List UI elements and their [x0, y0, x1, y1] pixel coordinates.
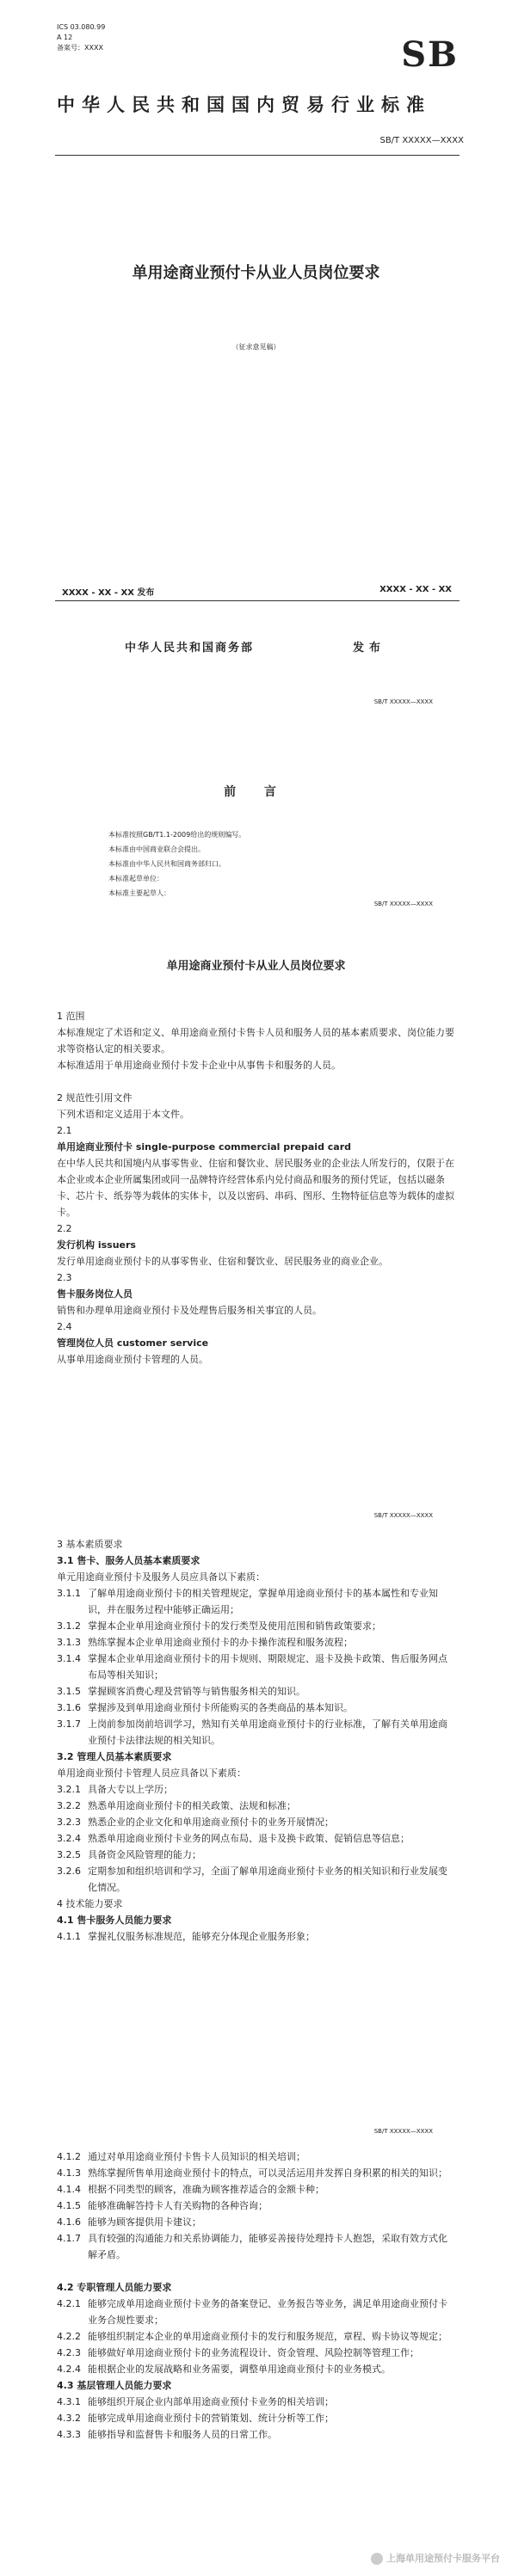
list-item: 4.3.2 能够完成单用途商业预付卡的营销策划、统计分析等工作； — [57, 2413, 334, 2424]
paragraph: 单元用途商业预付卡及服务人员应具备以下素质： — [57, 1571, 265, 1583]
list-item: 4.2.3 能够做好单用途商业预付卡的业务流程设计、资金管理、风险控制等管理工作； — [57, 2347, 419, 2358]
section-heading: 3 基本素质要求 — [57, 1539, 123, 1550]
clause-number: 2.1 — [57, 1125, 72, 1136]
list-item: 3.2.6 定期参加和组织培训和学习，全面了解单用途商业预付卡业务的相关知识和行业发展变化情况。 — [57, 1866, 447, 1893]
foreword-line: 本标准主要起草人： — [108, 889, 170, 897]
wechat-icon — [371, 2553, 383, 2565]
body-title: 单用途商业预付卡从业人员岗位要求 — [166, 960, 346, 973]
list-item: 3.1.1 了解单用途商业预付卡的相关管理规定，掌握单用途商业预付卡的基本属性和专业知识，并在服务过程中能够正确运用； — [57, 1588, 438, 1615]
paragraph: 本标准规定了术语和定义、单用途商业预付卡售卡人员和服务人员的基本素质要求、岗位能力要求等资格认定的相关要求。 — [57, 1027, 454, 1054]
cover-divider-top — [55, 155, 460, 156]
subsection-heading: 3.1 售卡、服务人员基本素质要求 — [57, 1555, 200, 1566]
list-item: 3.2.2 熟悉单用途商业预付卡的相关政策、法规和标准； — [57, 1800, 296, 1811]
list-item: 4.1.6 能够为顾客提供用卡建议； — [57, 2216, 201, 2228]
list-item: 3.1.2 掌握本企业单用途商业预付卡的发行类型及使用范围和销售政策要求； — [57, 1620, 381, 1632]
foreword-lines — [108, 827, 245, 901]
list-item: 4.1.2 通过对单用途商业预付卡售卡人员知识的相关培训； — [57, 2151, 305, 2162]
section-heading: 1 范围 — [57, 1011, 85, 1022]
term: 发行机构 issuers — [57, 1239, 136, 1251]
list-item: 3.1.7 上岗前参加岗前培训学习，熟知有关单用途商业预付卡的行业标准，了解有关单用途商业预付卡法律法规的相关知识。 — [57, 1718, 447, 1746]
cover-meta — [57, 22, 105, 53]
subsection-heading: 4.1 售卡服务人员能力要求 — [57, 1915, 172, 1926]
implement-date: XXXX - XX - XX — [379, 585, 452, 594]
list-item: 4.2.4 能根据企业的发展战略和业务需要，调整单用途商业预付卡的业务模式。 — [57, 2364, 391, 2375]
definition: 发行单用途商业预付卡的从事零售业、住宿和餐饮业、居民服务业的商业企业。 — [57, 1256, 388, 1267]
subsection-heading: 4.3 基层管理人员能力要求 — [57, 2380, 172, 2391]
list-item: 4.1.3 熟练掌握所售单用途商业预付卡的特点，可以灵活运用并发挥自身积累的相关的知识； — [57, 2167, 447, 2179]
page-code: SB/T XXXXX—XXXX — [373, 2128, 433, 2135]
list-item: 4.2.1 能够完成单用途商业预付卡业务的备案登记、业务报告等业务，满足单用途商业预付卡业务合规性要求； — [57, 2298, 447, 2326]
page-code: SB/T XXXXX—XXXX — [373, 698, 433, 705]
paragraph: 单用途商业预付卡管理人员应具备以下素质： — [57, 1768, 246, 1779]
standard-code: SB/T XXXXX—XXXX — [379, 136, 464, 145]
section-heading: 4 技术能力要求 — [57, 1898, 123, 1909]
term: 单用途商业预付卡 single-purpose commercial prepaid card — [57, 1141, 352, 1153]
list-item: 4.3.3 能够指导和监督售卡和服务人员的日常工作。 — [57, 2429, 277, 2440]
watermark-text: 上海单用途预付卡服务平台 — [386, 2553, 500, 2564]
paragraph: 下列术语和定义适用于本文件。 — [57, 1109, 189, 1120]
foreword-line: 本标准按照GB/T1.1-2009给出的规则编写。 — [108, 831, 246, 839]
list-item: 4.1.1 掌握礼仪服务标准规范，能够充分体现企业服务形象； — [57, 1931, 315, 1942]
paragraph: 本标准适用于单用途商业预付卡发卡企业中从事售卡和服务的人员。 — [57, 1060, 341, 1071]
publish-date: XXXX - XX - XX 发布 — [62, 588, 155, 598]
section-3-4 — [57, 1536, 454, 1945]
sb-logo: SB — [401, 34, 459, 75]
a-code: A 12 — [57, 34, 73, 41]
section-4-cont — [57, 2149, 454, 2443]
watermark — [371, 2551, 500, 2565]
subsection-heading: 4.2 专职管理人员能力要求 — [57, 2282, 172, 2293]
foreword-title: 前 言 — [224, 785, 288, 799]
cover-divider-bottom — [55, 600, 460, 601]
page-code: SB/T XXXXX—XXXX — [373, 1512, 433, 1519]
record-number: 备案号：XXXX — [57, 44, 103, 52]
term: 售卡服务岗位人员 — [57, 1288, 133, 1300]
section-1-2 — [57, 1008, 454, 1368]
list-item: 4.1.4 根据不同类型的顾客，准确为顾客推荐适合的金额卡种； — [57, 2184, 324, 2195]
list-item: 3.2.1 具备大专以上学历； — [57, 1784, 173, 1795]
list-item: 4.3.1 能够组织开展企业内部单用途商业预付卡业务的相关培训； — [57, 2396, 334, 2407]
clause-number: 2.4 — [57, 1321, 72, 1332]
list-item: 3.1.4 掌握本企业单用途商业预付卡的用卡规则、期限规定、退卡及换卡政策、售后服务网点布局等相关知识； — [57, 1653, 447, 1681]
foreword-line: 本标准由中国商业联合会提出。 — [108, 845, 205, 853]
clause-number: 2.3 — [57, 1272, 72, 1283]
issue-label: 发布 — [353, 642, 386, 655]
list-item: 4.2.2 能够组织制定本企业的单用途商业预付卡的发行和服务规范，章程、购卡协议等规定； — [57, 2331, 447, 2342]
list-item: 3.2.5 具备资金风险管理的能力； — [57, 1849, 201, 1860]
section-heading: 2 规范性引用文件 — [57, 1092, 133, 1104]
issuer: 中华人民共和国商务部 — [125, 642, 255, 655]
ics-code: ICS 03.080.99 — [57, 23, 106, 31]
document-title: 单用途商业预付卡从业人员岗位要求 — [132, 264, 380, 282]
list-item: 4.1.5 能够准确解答持卡人有关购物的各种咨询； — [57, 2200, 268, 2211]
list-item: 3.2.4 熟悉单用途商业预付卡业务的网点布局、退卡及换卡政策、促销信息等信息； — [57, 1833, 410, 1844]
subsection-heading: 3.2 管理人员基本素质要求 — [57, 1751, 172, 1762]
clause-number: 2.2 — [57, 1223, 72, 1234]
list-item: 4.1.7 具有较强的沟通能力和关系协调能力，能够妥善接待处理持卡人抱怨，采取有效方式化解矛盾。 — [57, 2233, 447, 2260]
draft-note: （征求意见稿） — [231, 343, 281, 351]
definition: 在中华人民共和国境内从事零售业、住宿和餐饮业、居民服务业的企业法人所发行的，仅限于在本企业或本企业所属集团或同一品牌特许经营体系内兑付商品和服务的预付凭证，包括以磁条卡、芯片卡、纸券等为载体的实体卡，以及以密码、串码、图形、生物特征信息等为载体的虚拟卡。 — [57, 1158, 454, 1218]
foreword-line: 本标准由中华人民共和国商务部归口。 — [108, 860, 225, 868]
list-item: 3.2.3 熟悉企业的企业文化和单用途商业预付卡的业务开展情况； — [57, 1817, 334, 1828]
standard-title: 中华人民共和国国内贸易行业标准 — [57, 95, 431, 115]
list-item: 3.1.5 掌握顾客消费心理及营销等与销售服务相关的知识。 — [57, 1686, 305, 1697]
definition: 销售和办理单用途商业预付卡及处理售后服务相关事宜的人员。 — [57, 1305, 322, 1316]
term: 管理岗位人员 customer service — [57, 1337, 209, 1349]
page-code: SB/T XXXXX—XXXX — [373, 901, 433, 907]
list-item: 3.1.3 熟练掌握本企业单用途商业预付卡的办卡操作流程和服务流程； — [57, 1637, 353, 1648]
foreword-line: 本标准起草单位： — [108, 875, 163, 882]
list-item: 3.1.6 掌握涉及到单用途商业预付卡所能购买的各类商品的基本知识。 — [57, 1702, 353, 1713]
definition: 从事单用途商业预付卡管理的人员。 — [57, 1354, 208, 1365]
